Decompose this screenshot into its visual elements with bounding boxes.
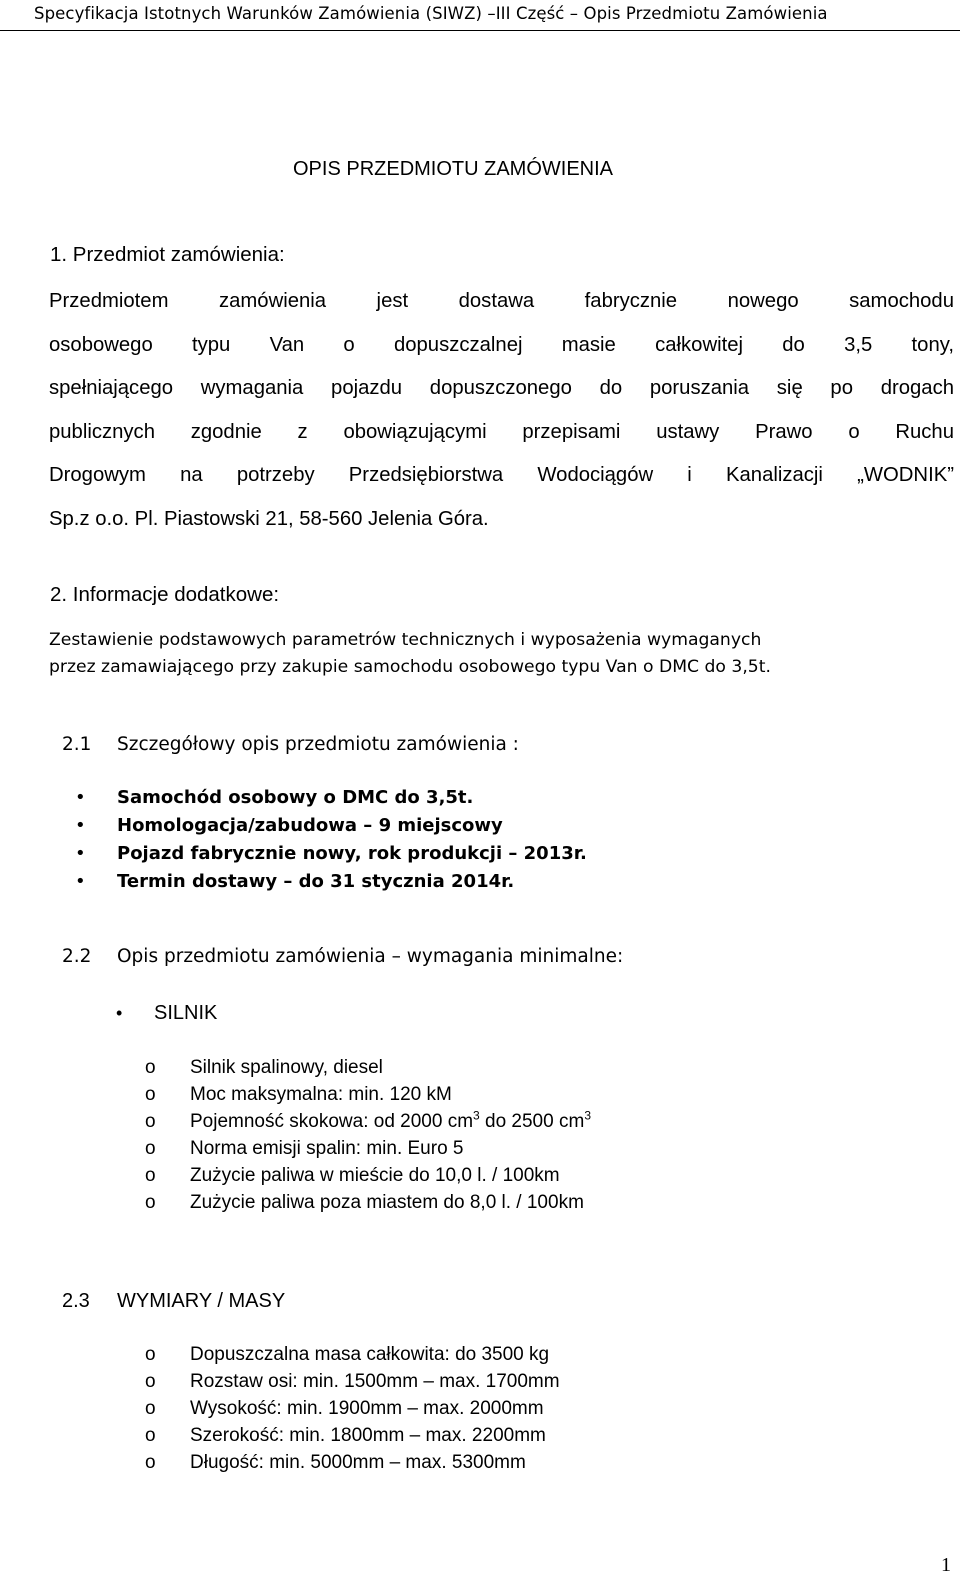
circle-marker-icon: o xyxy=(145,1398,156,1419)
list-item-text: Wysokość: min. 1900mm – max. 2000mm xyxy=(190,1398,544,1419)
section-1-paragraph xyxy=(49,280,954,541)
list-item xyxy=(145,1135,591,1162)
document-title: OPIS PRZEDMIOTU ZAMÓWIENIA xyxy=(293,158,614,180)
list-item xyxy=(75,812,587,840)
list-item-text: Moc maksymalna: min. 120 kM xyxy=(190,1084,452,1105)
list-item-text: Pojazd fabrycznie nowy, rok produkcji – 2013r. xyxy=(117,843,587,864)
section-2-3-heading xyxy=(62,1290,285,1313)
engine-spec-list xyxy=(145,1054,591,1216)
circle-marker-icon: o xyxy=(145,1111,156,1132)
list-item-text: Samochód osobowy o DMC do 3,5t. xyxy=(117,787,474,808)
circle-marker-icon: o xyxy=(145,1084,156,1105)
section-2-2-heading xyxy=(62,946,623,967)
circle-marker-icon: o xyxy=(145,1425,156,1446)
capacity-exponent: 3 xyxy=(473,1108,480,1123)
circle-marker-icon: o xyxy=(145,1344,156,1365)
list-item-text: Rozstaw osi: min. 1500mm – max. 1700mm xyxy=(190,1371,560,1392)
dimensions-list xyxy=(145,1341,560,1476)
section-2-heading: 2. Informacje dodatkowe: xyxy=(50,583,280,606)
list-item xyxy=(75,784,587,812)
bullet-icon: • xyxy=(75,787,86,808)
page-header xyxy=(0,0,960,31)
group-title: SILNIK xyxy=(154,1002,218,1024)
paragraph-line: publicznych zgodnie z obowiązującymi przepisami ustawy Prawo o Ruchu xyxy=(49,420,954,443)
capacity-part: do 2500 cm xyxy=(479,1111,585,1132)
list-item-text: Norma emisji spalin: min. Euro 5 xyxy=(190,1138,464,1159)
list-item-text: Homologacja/zabudowa – 9 miejscowy xyxy=(117,815,503,836)
section-title: Opis przedmiotu zamówienia – wymagania minimalne: xyxy=(117,946,624,967)
list-item-text: Długość: min. 5000mm – max. 5300mm xyxy=(190,1452,526,1473)
circle-marker-icon: o xyxy=(145,1371,156,1392)
list-item xyxy=(145,1449,560,1476)
list-item-text: Dopuszczalna masa całkowita: do 3500 kg xyxy=(190,1344,550,1365)
list-item-text: Szerokość: min. 1800mm – max. 2200mm xyxy=(190,1425,546,1446)
section-title: Szczegółowy opis przedmiotu zamówienia : xyxy=(117,734,519,755)
section-1-heading: 1. Przedmiot zamówienia: xyxy=(50,243,285,266)
paragraph-line: Sp.z o.o. Pl. Piastowski 21, 58-560 Jelenia Góra. xyxy=(49,507,489,530)
bullet-icon: • xyxy=(75,815,86,836)
paragraph-line: osobowego typu Van o dopuszczalnej masie całkowitej do 3,5 tony, xyxy=(49,333,954,356)
circle-marker-icon: o xyxy=(145,1192,156,1213)
section-title: WYMIARY / MASY xyxy=(117,1290,286,1312)
header-text: Specyfikacja Istotnych Warunków Zamówienia (SIWZ) –III Część – Opis Przedmiotu Zamówienia xyxy=(34,4,828,23)
section-number: 2.1 xyxy=(62,734,92,755)
list-item xyxy=(145,1368,560,1395)
section-2-1-heading xyxy=(62,734,519,755)
bullet-icon: • xyxy=(75,843,86,864)
list-item xyxy=(145,1422,560,1449)
section-2-text xyxy=(49,627,909,681)
page-number: 1 xyxy=(941,1554,951,1576)
circle-marker-icon: o xyxy=(145,1138,156,1159)
list-item-text: Zużycie paliwa poza miastem do 8,0 l. / 100km xyxy=(190,1192,584,1213)
section-number: 2.2 xyxy=(62,946,92,967)
list-item xyxy=(75,840,587,868)
capacity-exponent: 3 xyxy=(584,1108,591,1123)
list-item xyxy=(145,1108,591,1135)
circle-marker-icon: o xyxy=(145,1057,156,1078)
list-item xyxy=(145,1395,560,1422)
paragraph-line: spełniającego wymagania pojazdu dopuszczonego do poruszania się po drogach xyxy=(49,377,954,399)
list-item xyxy=(145,1081,591,1108)
list-item-text: Termin dostawy – do 31 stycznia 2014r. xyxy=(117,871,515,892)
paragraph-line: Drogowym na potrzeby Przedsiębiorstwa Wodociągów i Kanalizacji „WODNIK” xyxy=(49,464,954,486)
list-item xyxy=(75,868,587,896)
engine-group-heading xyxy=(116,1002,217,1025)
list-item-text: Silnik spalinowy, diesel xyxy=(190,1057,383,1078)
section-number: 2.3 xyxy=(62,1290,90,1312)
capacity-part: Pojemność skokowa: od 2000 cm xyxy=(190,1111,474,1132)
list-item xyxy=(145,1162,591,1189)
circle-marker-icon: o xyxy=(145,1452,156,1473)
summary-bullet-list xyxy=(75,784,587,896)
list-item xyxy=(145,1189,591,1216)
list-item-text: Zużycie paliwa w mieście do 10,0 l. / 100km xyxy=(190,1165,560,1186)
capacity-text xyxy=(190,1108,591,1132)
info-line: Zestawienie podstawowych parametrów technicznych i wyposażenia wymaganych xyxy=(49,630,762,650)
bullet-icon: • xyxy=(116,1003,123,1023)
bullet-icon: • xyxy=(75,871,86,892)
paragraph-line: Przedmiotem zamówienia jest dostawa fabrycznie nowego samochodu xyxy=(49,290,954,312)
list-item xyxy=(145,1054,591,1081)
info-line: przez zamawiającego przy zakupie samochodu osobowego typu Van o DMC do 3,5t. xyxy=(49,657,771,677)
list-item xyxy=(145,1341,560,1368)
circle-marker-icon: o xyxy=(145,1165,156,1186)
